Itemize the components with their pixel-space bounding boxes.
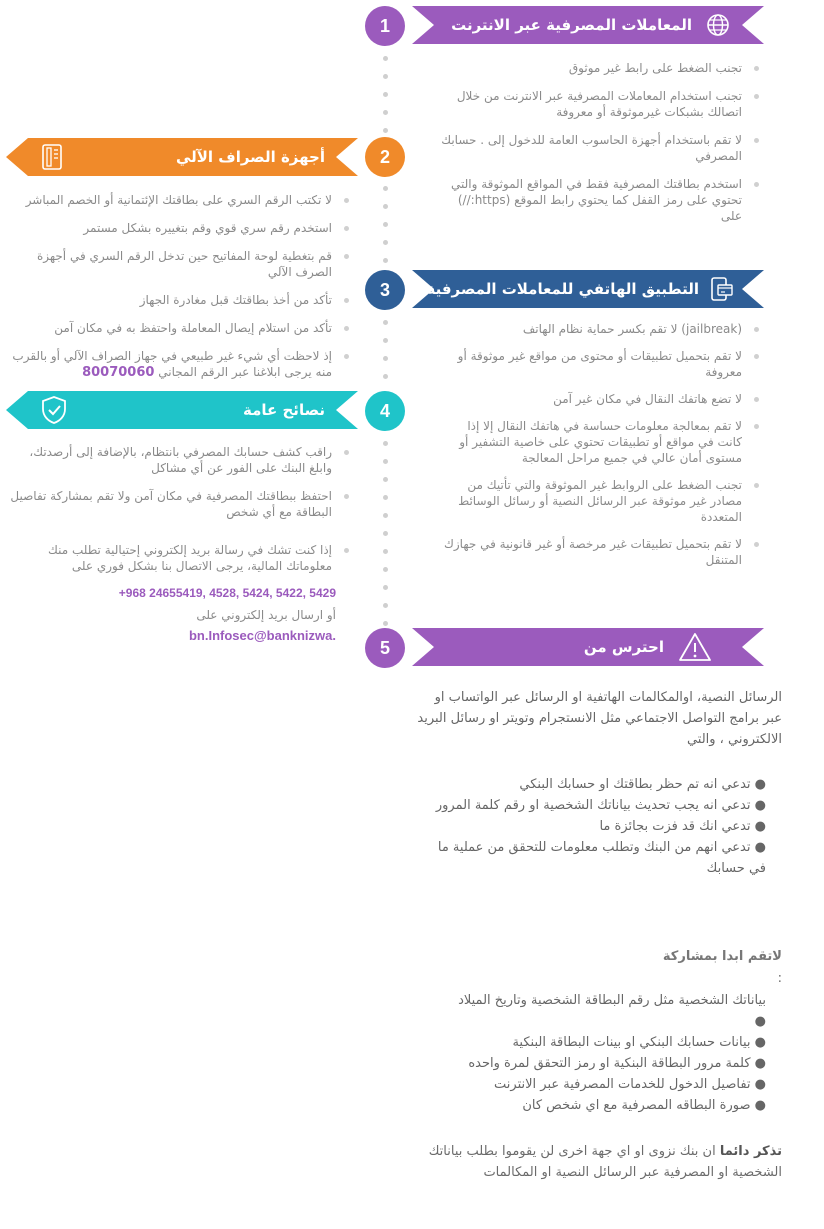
section-3-title: التطبيق الهاتفي للمعاملات المصرفية xyxy=(426,280,699,298)
list-item: تأكد من أخذ بطاقتك قبل مغادرة الجهاز xyxy=(8,292,352,308)
section-2-banner xyxy=(40,138,325,176)
list-item: لا تقم بتحميل تطبيقات غير مرخصة أو غير قانونية في جهازك المتنقل xyxy=(440,536,762,568)
list-item: ● تفاصيل الدخول للخدمات المصرفية عبر الانترنت xyxy=(494,1077,766,1092)
section-5-banner xyxy=(440,628,730,666)
list-item: لا تكتب الرقم السري على بطاقتك الإئتمانية أو الخصم المباشر xyxy=(8,192,352,208)
step-number-5: 5 xyxy=(365,628,405,668)
list-item: قم بتغطية لوحة المفاتيح حين تدخل الرقم السري في أجهزة الصرف الآلي xyxy=(8,248,352,280)
list-item: لا تقم بتحميل تطبيقات أو محتوى من مواقع غير موثوقة أو معروفة xyxy=(440,348,762,380)
remember-note xyxy=(412,1141,782,1183)
atm-card-icon xyxy=(40,143,64,171)
list-item: لا تقم بمعالجة معلومات حساسة في هاتفك النقال إلا إذا كانت في مواقع أو تطبيقات تحتوي على خاصية التشفير أو مستوى أمان عالي في جميع مراحل المعالجة xyxy=(440,418,762,466)
list-item: راقب كشف حسابك المصرفي بانتظام، بالإضافة إلى أرصدتك، وابلغ البنك على الفور عن أي مشاكل xyxy=(8,444,352,476)
email-prefix-text: أو ارسال بريد إلكتروني على xyxy=(196,608,336,622)
section-2-list xyxy=(8,192,352,381)
section-4-banner xyxy=(40,391,325,429)
step-number-1: 1 xyxy=(365,6,405,46)
section-1-banner xyxy=(440,6,730,44)
step-number-2: 2 xyxy=(365,137,405,177)
list-item: ● كلمة مرور البطاقة البنكية او رمز التحقق لمرة واحده xyxy=(468,1056,766,1071)
timeline-dots-1 xyxy=(383,56,389,146)
warning-icon xyxy=(678,632,712,662)
section-1-title: المعاملات المصرفية عبر الانترنت xyxy=(451,16,692,34)
list-item xyxy=(8,348,352,381)
list-item: بياناتك الشخصية مثل رقم البطاقة الشخصية وتاريخ الميلاد ● xyxy=(458,993,766,1029)
list-item: تجنب الضغط على رابط غير موثوق xyxy=(440,60,762,76)
list-item: تجنب استخدام المعاملات المصرفية عبر الانترنت من خلال اتصالك بشبكات غيرموثوقة أو معروفة xyxy=(440,88,762,120)
section-3-banner xyxy=(426,270,735,308)
list-item: ● تدعي انه تم حظر بطاقتك او حسابك البنكي xyxy=(519,777,766,792)
beware-intro: الرسائل النصية، اوالمكالمات الهاتفية او الرسائل عبر الواتساب او عبر برامج التواصل الاجتماعي مثل الانستجرام وتويتر او رسائل البريد الالكتروني ، والتي xyxy=(417,690,782,747)
timeline-dots-4 xyxy=(383,441,389,639)
toll-free-number[interactable]: 80070060 xyxy=(82,365,155,380)
never-share-colon: : xyxy=(777,971,782,986)
timeline-dots-3 xyxy=(383,320,389,392)
step-number-3: 3 xyxy=(365,270,405,310)
section-3-list xyxy=(440,321,762,568)
shield-check-icon xyxy=(40,395,68,425)
contact-phones[interactable]: +968 24655419, 4528, 5424, 5422, 5429 xyxy=(118,586,336,600)
remember-bold: تذكر دائما xyxy=(719,1144,782,1159)
section-5-title: احترس من xyxy=(583,638,664,656)
list-item: احتفظ ببطاقتك المصرفية في مكان آمن ولا تقم بمشاركة تفاصيل البطاقة مع أي شخص xyxy=(8,488,352,520)
timeline-dots-2 xyxy=(383,186,389,276)
contact-email-link[interactable]: bn.Infosec@banknizwa. xyxy=(188,628,336,643)
list-item: ● تدعي انك قد فزت بجائزة ما xyxy=(599,819,766,834)
list-item: تجنب الضغط على الروابط غير الموثوقة والتي تأتيك من مصادر غير موثوقة عبر الرسائل النصية أو رسائل الوسائط المتعددة xyxy=(440,477,762,525)
atm-report-text: إذ لاحظت أي شيء غير طبيعي في جهاز الصراف الآلي أو بالقرب منه يرجى ابلاغنا عبر الرقم المجاني xyxy=(12,349,332,379)
list-item: استخدم رقم سري قوي وقم بتغييره بشكل مستمر xyxy=(8,220,352,236)
globe-icon xyxy=(706,13,730,37)
list-item: ● بيانات حسابك البنكي او بينات البطاقة البنكية xyxy=(512,1035,766,1050)
mobile-banking-icon xyxy=(709,276,735,302)
remember-text: ان بنك نزوى او اي جهة اخرى لن يقوموا بطلب بياناتك الشخصية او المصرفية عبر الرسائل النصية او المكالمات xyxy=(428,1144,782,1180)
section-2-title: أجهزة الصراف الآلي xyxy=(175,148,325,166)
never-share-list xyxy=(412,990,766,1116)
list-item: استخدم بطاقتك المصرفية فقط في المواقع الموثوقة والتي تحتوي على رمز القفل كما يحتوي رابط الموقع (https://) على xyxy=(440,176,762,224)
list-item: لا تقم باستخدام أجهزة الحاسوب العامة للدخول إلى . حسابك المصرفي xyxy=(440,132,762,164)
list-item: ● تدعي انهم من البنك وتطلب معلومات للتحقق من عملية ما في حسابك xyxy=(437,840,766,876)
section-4-title: نصائح عامة xyxy=(243,401,325,419)
step-number-4: 4 xyxy=(365,391,405,431)
section-1-list xyxy=(440,60,762,224)
list-item: لا تضع هاتفك النقال في مكان غير آمن xyxy=(440,391,762,407)
list-item: ● تدعي انه يجب تحديث بياناتك الشخصية او رقم كلمة المرور xyxy=(435,798,766,813)
list-item: ● صورة البطاقه المصرفية مع اي شخص كان xyxy=(522,1098,766,1113)
list-item: (jailbreak) لا تقم بكسر حماية نظام الهاتف xyxy=(440,321,762,337)
section-4-list xyxy=(8,444,352,574)
list-item: تأكد من استلام إيصال المعاملة واحتفظ به في مكان آمن xyxy=(8,320,352,336)
never-share-title: لاتقم ابدا بمشاركة xyxy=(662,949,782,964)
list-item: إذا كنت تشك في رسالة بريد إلكتروني إحتيالية تطلب منك معلوماتك المالية، يرجى الاتصال بنا بشكل فوري على xyxy=(8,542,352,574)
beware-claims-list xyxy=(420,774,766,879)
